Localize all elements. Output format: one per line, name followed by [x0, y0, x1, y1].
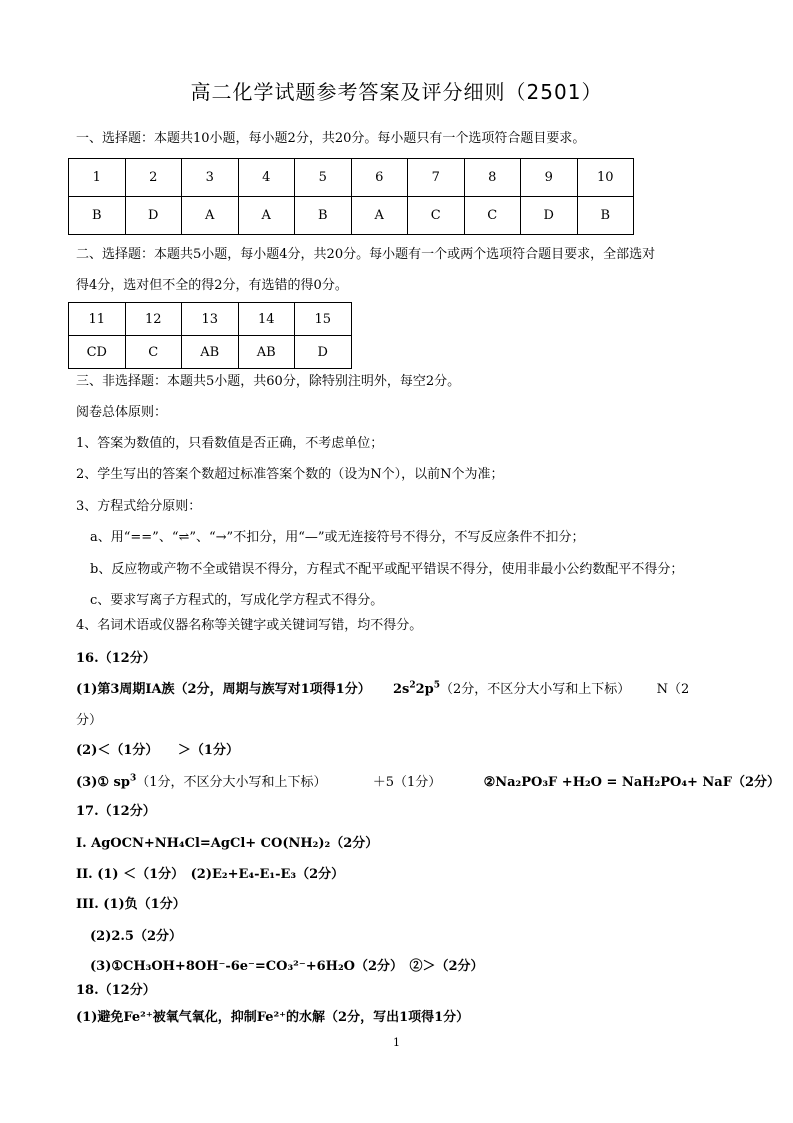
q16-part1-element: N（2: [656, 682, 690, 697]
section2-heading-line1: 二、选择题：本题共5小题，每小题4分，共20分。每小题有一个或两个选项符合题目要求，全部选对: [76, 247, 656, 262]
q17-part-ii: II. (1) ＜（1分） (2)E₂+E₄-E₁-E₃（2分）: [76, 867, 345, 882]
table-cell: CD: [69, 336, 126, 369]
section3-heading: 三、非选择题：本题共5小题，共60分，除特别注明外，每空2分。: [76, 374, 461, 389]
table-cell: B: [577, 197, 634, 235]
table-cell: A: [351, 197, 408, 235]
principle-3a: a、用“==”、“⇌”、“→”不扣分，用“—”或无连接符号不得分，不写反应条件不扣分；: [90, 530, 585, 545]
table-cell: 4: [238, 159, 295, 197]
section1-answer-table: [68, 158, 634, 235]
q16-hybridization: (3)① $sp^3$: [76, 773, 137, 790]
table-cell: A: [182, 197, 239, 235]
table-cell: D: [521, 197, 578, 235]
principle-4: 4、名词术语或仪器名称等关键字或关键词写错，均不得分。: [76, 618, 423, 633]
table-cell: AB: [238, 336, 295, 369]
table-cell: 7: [408, 159, 465, 197]
table-row: [69, 303, 352, 336]
table-cell: C: [125, 336, 182, 369]
table-cell: B: [295, 197, 352, 235]
section1-heading: 一、选择题：本题共10小题，每小题2分，共20分。每小题只有一个选项符合题目要求。: [76, 131, 586, 146]
q16-part1-answer: (1)第3周期ⅠA族（2分，周期与族写对1项得1分）: [76, 682, 371, 697]
page-title: 高二化学试题参考答案及评分细则（2501）: [190, 80, 603, 104]
section2-heading-line2: 得4分，选对但不全的得2分，有选错的得0分。: [76, 278, 348, 293]
q16-line3: [76, 774, 780, 792]
q16-electron-config: $2s^22p^5$: [392, 680, 441, 697]
q16-line1-cont: 分）: [76, 713, 103, 728]
table-cell: AB: [182, 336, 239, 369]
q17-part-iii-1: III. (1)负（1分）: [76, 897, 186, 912]
table-row: [69, 197, 634, 235]
table-row: [69, 336, 352, 369]
table-cell: 9: [521, 159, 578, 197]
table-cell: 1: [69, 159, 126, 197]
table-cell: A: [238, 197, 295, 235]
principle-1: 1、答案为数值的，只看数值是否正确，不考虑单位；: [76, 436, 384, 451]
principle-3: 3、方程式给分原则：: [76, 499, 202, 514]
table-cell: D: [295, 336, 352, 369]
table-cell: 13: [182, 303, 239, 336]
principle-2: 2、学生写出的答案个数超过标准答案个数的（设为N个），以前N个为准；: [76, 467, 504, 482]
q16-hybridization-note: （1分，不区分大小写和上下标）: [136, 775, 327, 790]
principles-title: 阅卷总体原则：: [76, 405, 168, 420]
table-row: [69, 159, 634, 197]
principle-3c: c、要求写离子方程式的，写成化学方程式不得分。: [90, 593, 384, 608]
table-cell: 11: [69, 303, 126, 336]
table-cell: 8: [464, 159, 521, 197]
q16-electron-config-note: （2分，不区分大小写和上下标）: [440, 682, 631, 697]
q16-line2: (2)＜（1分） ＞（1分）: [76, 743, 239, 758]
principle-3b: b、反应物或产物不全或错误不得分，方程式不配平或配平错误不得分，使用非最小公约数配平不得分；: [90, 562, 684, 577]
section2-answer-table: [68, 302, 352, 369]
table-cell: 5: [295, 159, 352, 197]
table-cell: D: [125, 197, 182, 235]
table-cell: 3: [182, 159, 239, 197]
q17-part-iii-3: (3)①CH₃OH+8OH⁻-6e⁻=CO₃²⁻+6H₂O（2分） ②＞（2分）: [90, 959, 484, 974]
table-cell: C: [464, 197, 521, 235]
q16-heading: 16.（12分）: [76, 651, 156, 666]
table-cell: 14: [238, 303, 295, 336]
table-cell: 10: [577, 159, 634, 197]
q16-equation: ②Na₂PO₃F +H₂O = NaH₂PO₄+ NaF（2分）: [483, 775, 781, 790]
q17-part-i: I. AgOCN+NH₄Cl=AgCl+ CO(NH₂)₂（2分）: [76, 836, 379, 851]
table-cell: 6: [351, 159, 408, 197]
q16-line1: [76, 681, 689, 699]
table-cell: C: [408, 197, 465, 235]
table-cell: B: [69, 197, 126, 235]
page-number: 1: [393, 1036, 400, 1049]
q18-heading: 18.（12分）: [76, 983, 156, 998]
q18-line1: (1)避免Fe²⁺被氧气氧化，抑制Fe²⁺的水解（2分，写出1项得1分）: [76, 1010, 470, 1025]
table-cell: 15: [295, 303, 352, 336]
q16-oxidation-state: ＋5（1分）: [372, 775, 442, 790]
table-cell: 12: [125, 303, 182, 336]
table-cell: 2: [125, 159, 182, 197]
q17-part-iii-2: (2)2.5（2分）: [90, 929, 183, 944]
q17-heading: 17.（12分）: [76, 804, 156, 819]
